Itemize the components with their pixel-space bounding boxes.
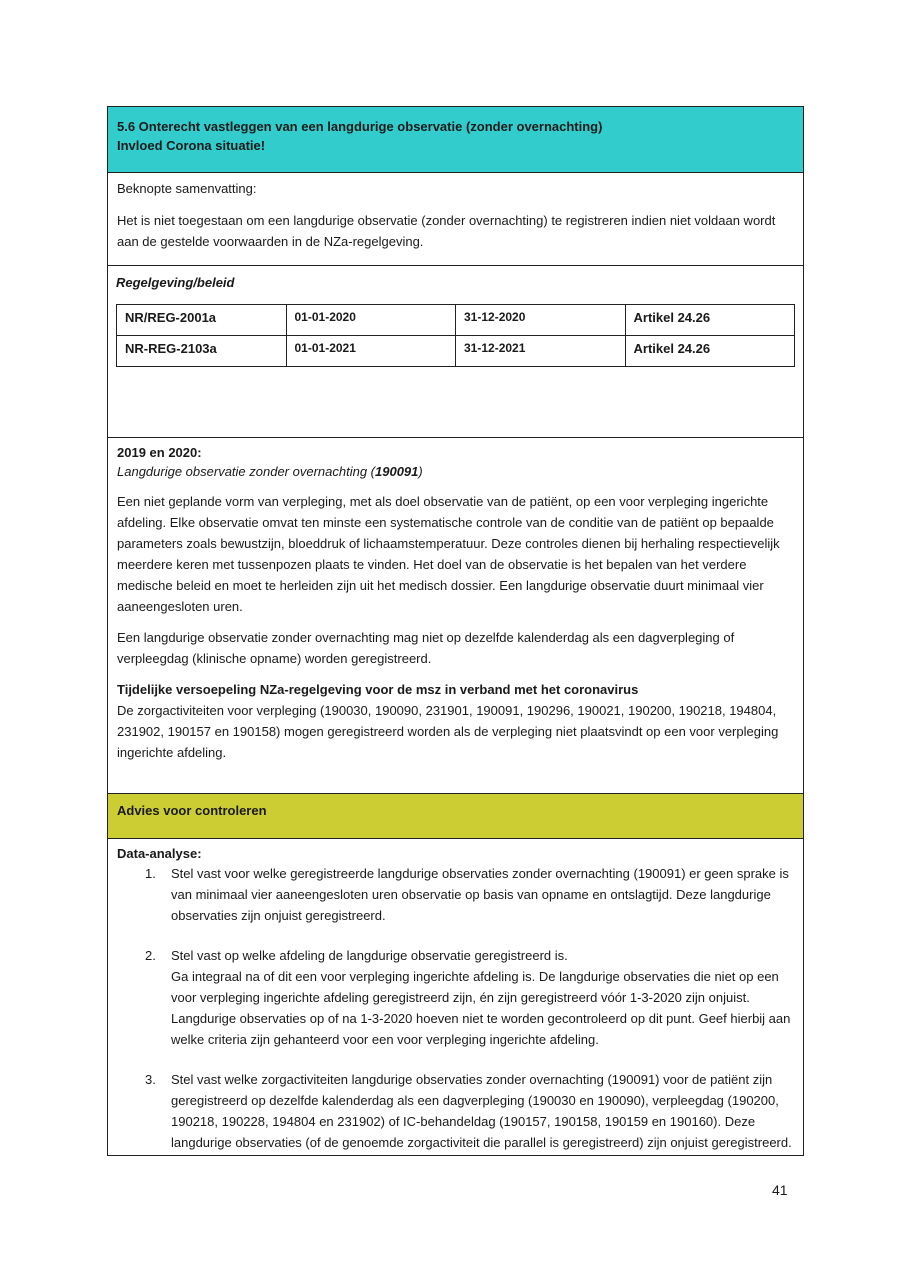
start-date: 01-01-2020 <box>286 305 456 336</box>
regulation-table <box>116 304 795 367</box>
table-row <box>117 336 795 367</box>
summary-block <box>108 173 803 266</box>
section-subtitle: Invloed Corona situatie! <box>117 138 266 153</box>
subtitle-suffix: ) <box>418 464 423 479</box>
description-block <box>108 438 803 794</box>
analysis-block <box>108 839 803 1155</box>
regulation-code: NR/REG-2001a <box>117 305 287 336</box>
end-date: 31-12-2020 <box>456 305 626 336</box>
step-text: Stel vast welke zorgactiviteiten langdurige observaties zonder overnachting (190091) voor de patiënt zijn geregistreerd op dezelfde kalenderdag als een dagverpleging (190030 en 190090), verpleegdag (190200, 190218, 190228, 194804 en 231902) of IC-behandeldag (190157, 190158, 190159 en 190160). Deze langdurige observaties (of de genoemde zorgactiviteit die parallel is geregistreerd) zijn onjuist geregistreerd. <box>171 1072 792 1150</box>
advice-title: Advies voor controleren <box>117 803 267 818</box>
step-number: 1. <box>145 866 156 881</box>
step-text: Stel vast voor welke geregistreerde langdurige observaties zonder overnachting (190091) er geen sprake is van minimaal vier aaneengesloten uren observatie op basis van opname en ontslagtijd. Deze langdurige observaties zijn onjuist geregistreerd. <box>171 866 789 923</box>
start-date: 01-01-2021 <box>286 336 456 367</box>
end-date: 31-12-2021 <box>456 336 626 367</box>
summary-text: Het is niet toegestaan om een langdurige observatie (zonder overnachting) te registreren indien niet voldaan wordt aan de gestelde voorwaarden in de NZa-regelgeving. <box>117 213 776 249</box>
analysis-title: Data-analyse: <box>117 846 202 861</box>
subtitle-prefix: Langdurige observatie zonder overnachting ( <box>117 464 376 479</box>
step-text: Ga integraal na of dit een voor verpleging ingerichte afdeling is. De langdurige observaties die niet op een voor verpleging ingerichte afdeling geregistreerd zijn, én zijn geregistreerd vóór 1-3-2020 zijn onjuist. Langdurige observaties op of na 1-3-2020 hoeven niet te worden gecontroleerd op dit punt. Geef hierbij aan welke criteria zijn gehanteerd voor een voor verpleging ingerichte afdeling. <box>171 969 791 1047</box>
step-line: Stel vast op welke afdeling de langdurige observatie geregistreerd is. <box>171 948 568 963</box>
step-number: 3. <box>145 1072 156 1087</box>
activity-subtitle <box>117 462 794 481</box>
table-row <box>117 305 795 336</box>
summary-label: Beknopte samenvatting: <box>117 181 257 196</box>
step-number: 2. <box>145 948 156 963</box>
article: Artikel 24.26 <box>625 305 795 336</box>
analysis-steps <box>117 863 794 1153</box>
list-item <box>117 1069 794 1153</box>
subtitle-code: 190091 <box>375 464 419 479</box>
corona-heading: Tijdelijke versoepeling NZa-regelgeving voor de msz in verband met het coronavirus <box>117 682 639 697</box>
article: Artikel 24.26 <box>625 336 795 367</box>
description-paragraph: Een langdurige observatie zonder overnachting mag niet op dezelfde kalenderdag als een dagverpleging of verpleegdag (klinische opname) worden geregistreerd. <box>117 630 735 666</box>
control-table <box>107 106 804 1156</box>
corona-text: De zorgactiviteiten voor verpleging (190030, 190090, 231901, 190091, 190296, 190021, 190200, 190218, 194804, 231902, 190157 en 190158) mogen geregistreerd worden als de verpleging niet plaatsvindt op een voor verpleging ingerichte afdeling. <box>117 703 779 760</box>
advice-header <box>108 794 803 839</box>
section-header <box>108 107 803 173</box>
regulation-block <box>108 266 803 438</box>
years-heading: 2019 en 2020: <box>117 445 202 460</box>
list-item <box>117 863 794 926</box>
page-number: 41 <box>772 1182 788 1198</box>
description-paragraph: Een niet geplande vorm van verpleging, met als doel observatie van de patiënt, op een voor verpleging ingerichte afdeling. Elke observatie omvat ten minste een systematische controle van de conditie van de patiënt op bepaalde parameters zoals bewustzijn, bloeddruk of lichaamstemperatuur. Deze controles dienen bij herhaling respectievelijk meerdere keren met tussenpozen plaats te vinden. Het doel van de observatie is het bepalen van het verdere medische beleid en moet te herleiden zijn uit het medisch dossier. Een langdurige observatie duurt minimaal vier aaneengesloten uren. <box>117 494 780 614</box>
list-item <box>117 945 794 1050</box>
regulation-title: Regelgeving/beleid <box>116 275 235 290</box>
section-title: 5.6 Onterecht vastleggen van een langdurige observatie (zonder overnachting) <box>117 119 603 134</box>
regulation-code: NR-REG-2103a <box>117 336 287 367</box>
